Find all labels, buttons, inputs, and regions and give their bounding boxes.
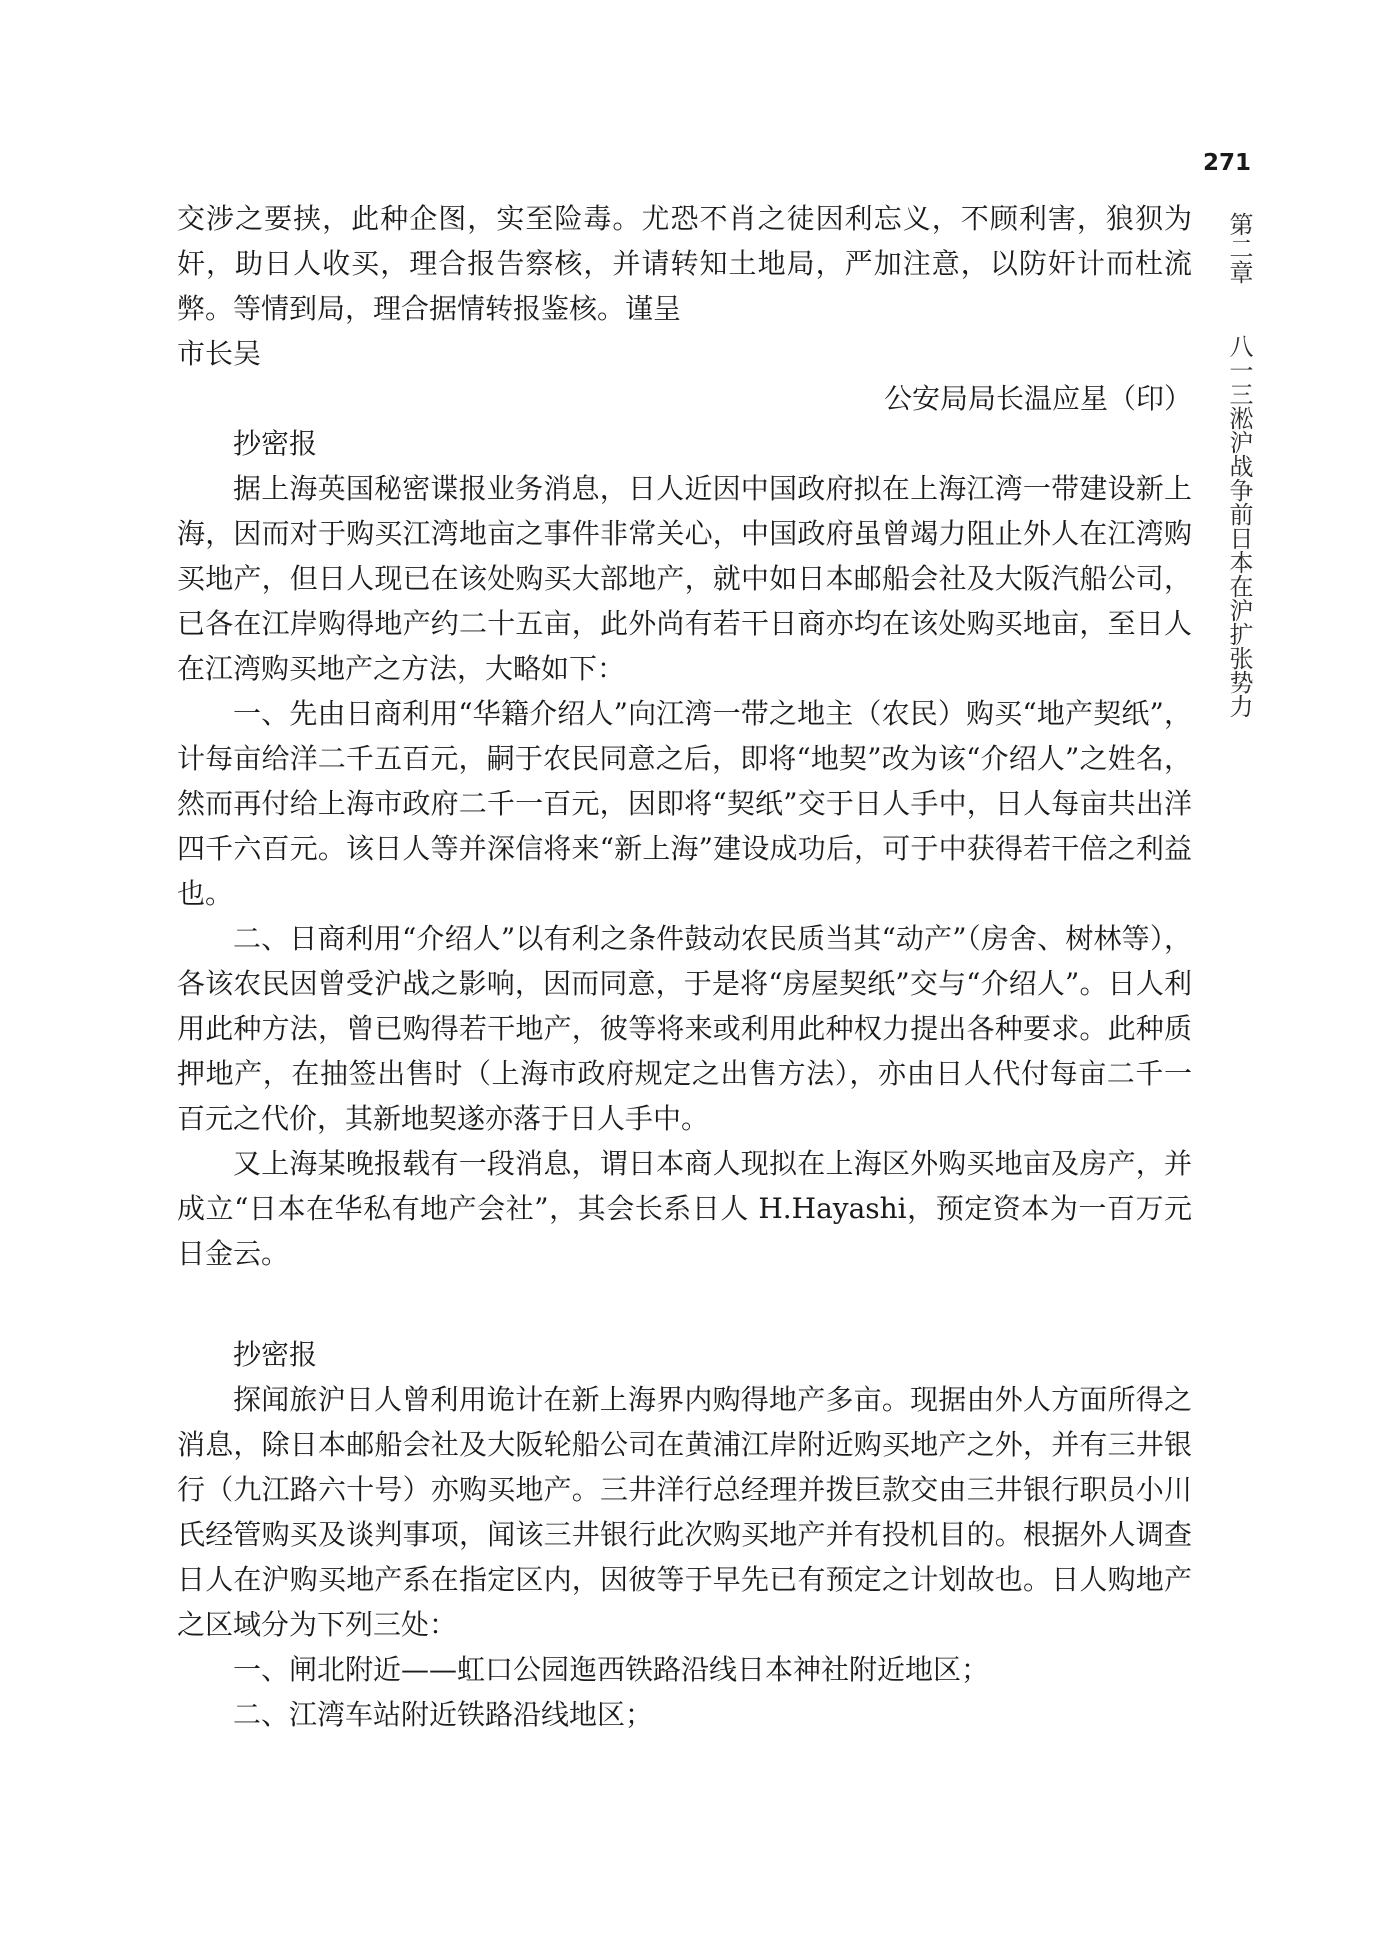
paragraph-mitsui-bank: 探闻旅沪日人曾利用诡计在新上海界内购得地产多亩。现据由外人方面所得之消息，除日本邮船会社及大阪轮船公司在黄浦江岸附近购买地产之外，并有三井银行（九江路六十号）亦购买地产。三井洋行总经理并拨巨款交由三井银行职员小川氏经管购买及谈判事项，闻该三井银行此次购买地产并有投机目的。根据外人调查日人在沪购买地产系在指定区内，因彼等于早先已有预定之计划故也。日人购地产之区域分为下列三处： — [177, 1383, 1192, 1641]
section-heading-secret-report-2: 抄密报 — [233, 1338, 318, 1371]
paragraph-evening-paper: 又上海某晚报载有一段消息，谓日本商人现拟在上海区外购买地亩及房产，并成立“日本在华私有地产会社”，其会长系日人 H.Hayashi，预定资本为一百万元日金云。 — [177, 1147, 1192, 1270]
list-item-zone-one: 一、闸北附近——虹口公园迤西铁路沿线日本神社附近地区； — [233, 1653, 990, 1686]
page-number: 271 — [1203, 150, 1252, 176]
section-heading-secret-report-1: 抄密报 — [233, 427, 318, 460]
running-head-chapter: 第二章 — [1225, 212, 1253, 284]
paragraph-british-intelligence: 据上海英国秘密谍报业务消息，日人近因中国政府拟在上海江湾一带建设新上海，因而对于购买江湾地亩之事件非常关心，中国政府虽曾竭力阻止外人在江湾购买地产，但日人现已在该处购买大部地产，就中如日本邮船会社及大阪汽船公司，已各在江岸购得地产约二十五亩，此外尚有若干日商亦均在该处购买地亩，至日人在江湾购买地产之方法，大略如下： — [177, 472, 1192, 685]
running-head-title: 八一三淞沪战争前日本在沪扩张势力 — [1225, 334, 1253, 718]
section-spacer — [177, 1276, 1192, 1332]
paragraph-method-two: 二、日商利用“介绍人”以有利之条件鼓动农民质当其“动产”（房舍、树林等），各该农民因曾受沪战之影响，因而同意，于是将“房屋契纸”交与“介绍人”。日人利用此种方法，曾已购得若干地产，彼等将来或利用此种权力提出各种要求。此种质押地产，在抽签出售时（上海市政府规定之出售方法），亦由日人代付每亩二千一百元之代价，其新地契遂亦落于日人手中。 — [177, 922, 1192, 1135]
paragraph-report-closing: 交涉之要挟，此种企图，实至险毒。尤恐不肖之徒因利忘义，不顾利害，狼狈为奸，助日人收买，理合报告察核，并请转知土地局，严加注意，以防奸计而杜流弊。等情到局，理合据情转报鉴核。谨呈 — [177, 202, 1192, 325]
list-item-zone-two: 二、江湾车站附近铁路沿线地区； — [233, 1698, 654, 1731]
paragraph-method-one: 一、先由日商利用“华籍介绍人”向江湾一带之地主（农民）购买“地产契纸”，计每亩给洋二千五百元，嗣于农民同意之后，即将“地契”改为该“介绍人”之姓名，然而再付给上海市政府二千一百元，因即将“契纸”交于日人手中，日人每亩共出洋四千六百元。该日人等并深信将来“新上海”建设成功后，可于中获得若干倍之利益也。 — [177, 697, 1192, 910]
document-body — [177, 196, 1192, 1737]
signature-line: 公安局局长温应星（印） — [883, 382, 1192, 415]
running-head — [1224, 212, 1254, 718]
addressee-line: 市长吴 — [177, 337, 262, 370]
